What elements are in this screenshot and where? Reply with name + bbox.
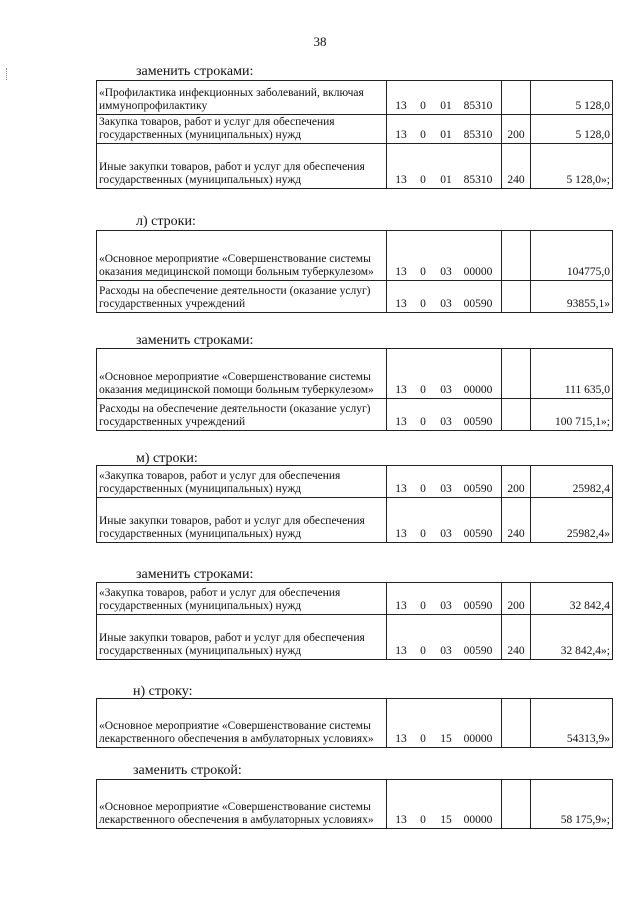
- code-part-c1: 13: [395, 129, 407, 141]
- code-part-c2: 0: [420, 645, 426, 657]
- code-part-c3: 03: [440, 600, 452, 612]
- code-part-c4: 00000: [463, 733, 493, 745]
- code-part-c3: 15: [440, 733, 452, 745]
- expense-description: «Основное мероприятие «Совершенствование системы лекарственного обеспечения в амбулаторных условиях»: [97, 780, 387, 829]
- amount-cell: 58 175,9»;: [531, 780, 613, 829]
- expense-type-code: [502, 780, 531, 829]
- expense-type-code: [502, 349, 531, 399]
- code-part-c3: 15: [440, 814, 452, 826]
- table-row: [97, 399, 613, 431]
- amount-cell: 5 128,0»;: [531, 144, 613, 189]
- code-part-c3: 03: [440, 298, 452, 310]
- expense-description: «Основное мероприятие «Совершенствование системы оказания медицинской помощи больным туберкулезом»: [97, 231, 387, 281]
- code-part-c3: 03: [440, 528, 452, 540]
- code-part-c2: 0: [420, 600, 426, 612]
- code-part-c1: 13: [395, 174, 407, 186]
- table-row: [97, 615, 613, 660]
- classification-code: [387, 115, 502, 144]
- budget-table: [96, 779, 613, 829]
- expense-type-code: 200: [502, 115, 531, 144]
- expense-description: Расходы на обеспечение деятельности (оказание услуг) государственных учреждений: [97, 281, 387, 313]
- code-part-c4: 00590: [463, 645, 493, 657]
- expense-type-code: [502, 399, 531, 431]
- expense-description: «Основное мероприятие «Совершенствование системы лекарственного обеспечения в амбулаторных условиях»: [97, 699, 387, 748]
- code-part-c3: 03: [440, 483, 452, 495]
- classification-code: [387, 498, 502, 543]
- expense-description: «Закупка товаров, работ и услуг для обеспечения государственных (муниципальных) нужд: [97, 583, 387, 615]
- code-part-c4: 85310: [463, 174, 493, 186]
- code-part-c1: 13: [395, 298, 407, 310]
- expense-description: Иные закупки товаров, работ и услуг для обеспечения государственных (муниципальных) нужд: [97, 498, 387, 543]
- code-part-c2: 0: [420, 483, 426, 495]
- table-row: [97, 466, 613, 498]
- classification-code: [387, 399, 502, 431]
- code-part-c2: 0: [420, 528, 426, 540]
- expense-type-code: 200: [502, 466, 531, 498]
- code-part-c4: 00590: [463, 600, 493, 612]
- amount-cell: 104775,0: [531, 231, 613, 281]
- code-part-c1: 13: [395, 416, 407, 428]
- expense-type-code: [502, 231, 531, 281]
- code-part-c2: 0: [420, 266, 426, 278]
- code-part-c4: 00000: [463, 266, 493, 278]
- code-part-c3: 03: [440, 645, 452, 657]
- code-part-c1: 13: [395, 600, 407, 612]
- table-row: [97, 498, 613, 543]
- code-part-c1: 13: [395, 528, 407, 540]
- classification-code: [387, 780, 502, 829]
- expense-type-code: [502, 81, 531, 115]
- expense-description: Закупка товаров, работ и услуг для обеспечения государственных (муниципальных) нужд: [97, 115, 387, 144]
- amount-cell: 93855,1»: [531, 281, 613, 313]
- expense-type-code: 200: [502, 583, 531, 615]
- code-part-c2: 0: [420, 733, 426, 745]
- section-heading: заменить строками:: [136, 333, 254, 348]
- code-part-c4: 85310: [463, 100, 493, 112]
- amount-cell: 5 128,0: [531, 115, 613, 144]
- code-part-c2: 0: [420, 174, 426, 186]
- classification-code: [387, 699, 502, 748]
- table-row: [97, 81, 613, 115]
- classification-code: [387, 231, 502, 281]
- expense-type-code: 240: [502, 615, 531, 660]
- budget-table: [96, 230, 613, 313]
- classification-code: [387, 466, 502, 498]
- code-part-c2: 0: [420, 384, 426, 396]
- amount-cell: 100 715,1»;: [531, 399, 613, 431]
- code-part-c1: 13: [395, 483, 407, 495]
- table-row: [97, 144, 613, 189]
- table-row: [97, 349, 613, 399]
- code-part-c4: 00590: [463, 416, 493, 428]
- section-heading: заменить строкой:: [133, 763, 242, 778]
- budget-table: [96, 465, 613, 543]
- code-part-c2: 0: [420, 298, 426, 310]
- budget-table: [96, 582, 613, 660]
- code-part-c4: 00590: [463, 483, 493, 495]
- classification-code: [387, 615, 502, 660]
- budget-table: [96, 348, 613, 431]
- scan-margin-mark: [6, 68, 10, 80]
- expense-description: «Закупка товаров, работ и услуг для обеспечения государственных (муниципальных) нужд: [97, 466, 387, 498]
- code-part-c1: 13: [395, 733, 407, 745]
- classification-code: [387, 281, 502, 313]
- classification-code: [387, 81, 502, 115]
- table-row: [97, 231, 613, 281]
- section-heading: м) строки:: [136, 451, 198, 466]
- amount-cell: 32 842,4»;: [531, 615, 613, 660]
- code-part-c3: 03: [440, 384, 452, 396]
- classification-code: [387, 583, 502, 615]
- expense-type-code: 240: [502, 144, 531, 189]
- expense-type-code: [502, 281, 531, 313]
- code-part-c4: 00590: [463, 298, 493, 310]
- code-part-c2: 0: [420, 100, 426, 112]
- code-part-c4: 00590: [463, 528, 493, 540]
- section-heading: заменить строками:: [136, 64, 254, 79]
- expense-description: Расходы на обеспечение деятельности (оказание услуг) государственных учреждений: [97, 399, 387, 431]
- code-part-c1: 13: [395, 645, 407, 657]
- code-part-c3: 01: [440, 174, 452, 186]
- amount-cell: 25982,4: [531, 466, 613, 498]
- code-part-c3: 03: [440, 416, 452, 428]
- code-part-c3: 01: [440, 100, 452, 112]
- code-part-c1: 13: [395, 100, 407, 112]
- budget-table: [96, 80, 613, 189]
- code-part-c3: 03: [440, 266, 452, 278]
- table-row: [97, 281, 613, 313]
- code-part-c1: 13: [395, 266, 407, 278]
- table-row: [97, 699, 613, 748]
- code-part-c2: 0: [420, 416, 426, 428]
- amount-cell: 54313,9»: [531, 699, 613, 748]
- amount-cell: 5 128,0: [531, 81, 613, 115]
- page-number: 38: [313, 34, 327, 49]
- code-part-c1: 13: [395, 384, 407, 396]
- expense-description: Иные закупки товаров, работ и услуг для обеспечения государственных (муниципальных) нужд: [97, 615, 387, 660]
- section-heading: заменить строками:: [136, 567, 254, 582]
- budget-table: [96, 698, 613, 748]
- table-row: [97, 583, 613, 615]
- code-part-c4: 00000: [463, 384, 493, 396]
- expense-description: Иные закупки товаров, работ и услуг для обеспечения государственных (муниципальных) нужд: [97, 144, 387, 189]
- code-part-c3: 01: [440, 129, 452, 141]
- expense-type-code: [502, 699, 531, 748]
- table-row: [97, 115, 613, 144]
- expense-description: «Профилактика инфекционных заболеваний, включая иммунопрофилактику: [97, 81, 387, 115]
- section-heading: н) строку:: [133, 684, 193, 699]
- expense-description: «Основное мероприятие «Совершенствование системы оказания медицинской помощи больным туберкулезом»: [97, 349, 387, 399]
- section-heading: л) строки:: [136, 214, 196, 229]
- classification-code: [387, 144, 502, 189]
- amount-cell: 32 842,4: [531, 583, 613, 615]
- classification-code: [387, 349, 502, 399]
- code-part-c4: 85310: [463, 129, 493, 141]
- expense-type-code: 240: [502, 498, 531, 543]
- code-part-c1: 13: [395, 814, 407, 826]
- code-part-c2: 0: [420, 814, 426, 826]
- amount-cell: 25982,4»: [531, 498, 613, 543]
- amount-cell: 111 635,0: [531, 349, 613, 399]
- code-part-c4: 00000: [463, 814, 493, 826]
- table-row: [97, 780, 613, 829]
- code-part-c2: 0: [420, 129, 426, 141]
